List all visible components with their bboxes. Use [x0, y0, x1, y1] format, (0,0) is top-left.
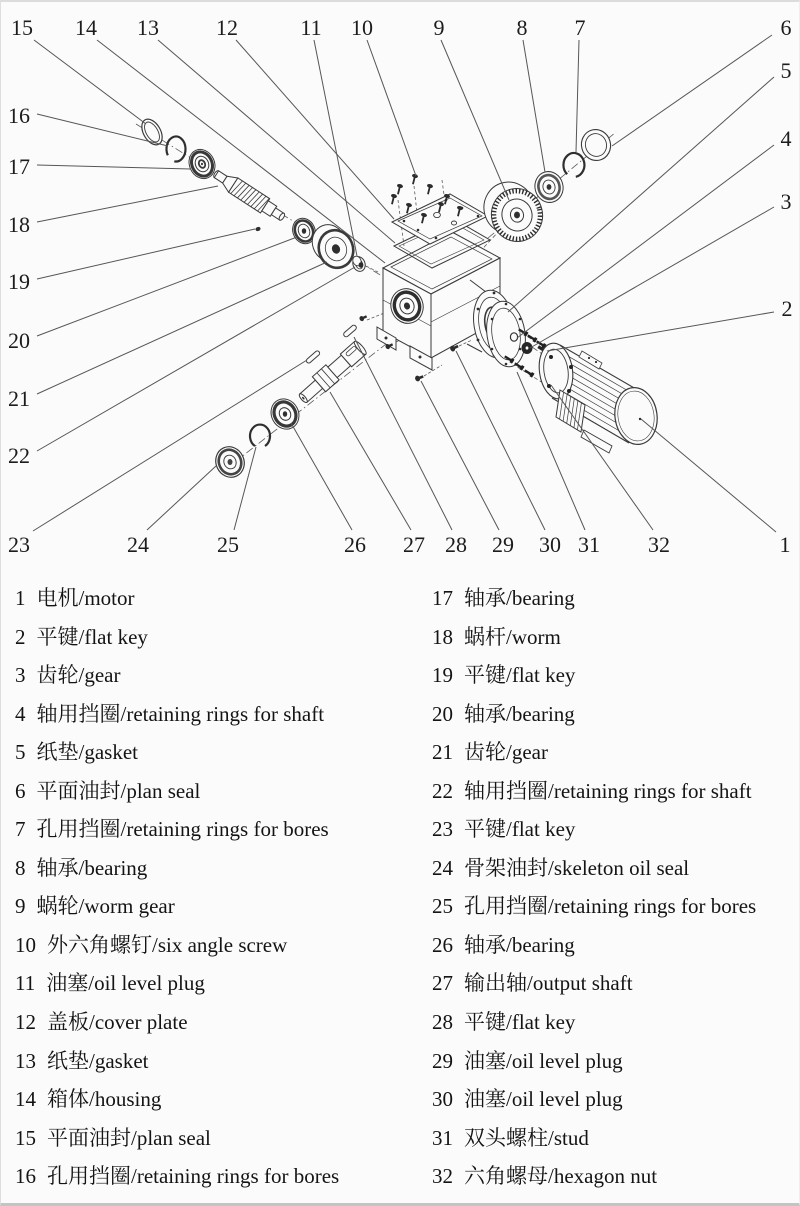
parts-list-item-3 [15, 656, 427, 695]
leader-line-20 [37, 237, 297, 336]
part-number: 3 [15, 663, 26, 688]
leader-line-6 [612, 35, 772, 146]
leader-line-30 [456, 351, 545, 530]
parts-list-item-16 [15, 1157, 427, 1196]
part-label: 箱体/housing [47, 1087, 162, 1112]
callout-11: 11 [300, 15, 322, 40]
parts-list-item-18 [432, 618, 798, 657]
leader-line-8 [523, 40, 545, 172]
part-label: 孔用挡圈/retaining rings for bores [464, 894, 757, 919]
part-label: 平键/flat key [464, 817, 576, 842]
part-label: 六角螺母/hexagon nut [464, 1164, 658, 1189]
callout-16: 16 [8, 103, 30, 128]
parts-list-item-29 [432, 1042, 798, 1081]
callout-7: 7 [574, 15, 586, 40]
parts-list-item-23 [432, 810, 798, 849]
parts-list-item-30 [432, 1080, 798, 1119]
callout-2: 2 [781, 296, 793, 321]
callout-18: 18 [8, 212, 30, 237]
part-output-shaft-27 [295, 339, 369, 408]
part-label: 油塞/oil level plug [46, 971, 205, 996]
callout-26: 26 [344, 532, 366, 557]
part-label: 轴承/bearing [464, 701, 575, 726]
callout-6: 6 [780, 15, 792, 40]
part-number: 27 [432, 971, 453, 996]
leader-line-24 [147, 466, 216, 530]
part-label: 纸垫/gasket [36, 740, 138, 765]
callout-13: 13 [137, 15, 159, 40]
part-number: 6 [15, 778, 26, 803]
part-number: 15 [15, 1125, 36, 1150]
leader-line-17 [37, 165, 191, 169]
callout-23: 23 [8, 532, 30, 557]
parts-list-item-2 [15, 618, 427, 657]
callout-29: 29 [492, 532, 514, 557]
part-label: 蜗杆/worm [464, 624, 561, 649]
parts-list-item-15 [15, 1119, 427, 1158]
callout-8: 8 [516, 15, 528, 40]
callout-31: 31 [578, 532, 600, 557]
callout-9: 9 [433, 15, 445, 40]
part-skeleton-oil-seal-24 [211, 442, 249, 482]
part-label: 平键/flat key [464, 1010, 576, 1035]
part-label: 轴承/bearing [464, 586, 575, 610]
part-number: 26 [432, 932, 453, 957]
parts-list-item-26 [432, 926, 798, 965]
part-label: 纸垫/gasket [47, 1048, 149, 1073]
part-number: 7 [15, 817, 26, 842]
leader-line-7 [576, 40, 579, 152]
callout-14: 14 [75, 15, 97, 40]
parts-list-item-6 [15, 772, 427, 811]
callout-28: 28 [445, 532, 467, 557]
part-number: 14 [15, 1087, 36, 1112]
part-label: 轴用挡圈/retaining rings for shaft [36, 701, 325, 726]
part-number: 24 [432, 855, 453, 880]
part-number: 4 [15, 701, 26, 726]
part-bearing-26 [266, 394, 304, 434]
callout-27: 27 [403, 532, 425, 557]
leader-line-14 [97, 40, 385, 263]
parts-list-item-10 [15, 926, 427, 965]
part-retaining-ring-7 [563, 153, 584, 177]
part-number: 8 [15, 855, 26, 880]
part-number: 16 [15, 1164, 36, 1189]
callout-21: 21 [8, 386, 30, 411]
parts-list-item-12 [15, 1003, 427, 1042]
callout-22: 22 [8, 443, 30, 468]
exploded-view-diagram [0, 0, 800, 572]
part-number: 18 [432, 624, 453, 649]
part-number: 5 [15, 740, 26, 765]
callout-10: 10 [351, 15, 373, 40]
parts-list-item-27 [432, 964, 798, 1003]
part-number: 13 [15, 1048, 36, 1073]
part-label: 轴承/bearing [464, 932, 575, 957]
part-number: 10 [15, 932, 36, 957]
callout-3: 3 [780, 189, 792, 214]
parts-list-item-13 [15, 1042, 427, 1081]
parts-list-item-19 [432, 656, 798, 695]
part-number: 17 [432, 586, 453, 610]
callout-1: 1 [779, 532, 791, 557]
parts-list-item-17 [432, 579, 798, 618]
parts-list-item-25 [432, 887, 798, 926]
parts-list-item-20 [432, 695, 798, 734]
leader-line-18 [37, 186, 218, 222]
leader-line-3 [530, 207, 774, 348]
part-label: 平键/flat key [464, 663, 576, 688]
callout-5: 5 [780, 58, 792, 83]
parts-list-item-4 [15, 695, 427, 734]
part-label: 孔用挡圈/retaining rings for bores [47, 1164, 340, 1189]
leader-line-29 [421, 381, 499, 530]
part-label: 电机/motor [36, 586, 135, 610]
callout-25: 25 [217, 532, 239, 557]
parts-list-item-5 [15, 733, 427, 772]
parts-list-item-32 [432, 1157, 798, 1196]
part-flat-key-19 [255, 226, 261, 232]
part-label: 轴承/bearing [36, 855, 148, 880]
parts-list-item-28 [432, 1003, 798, 1042]
part-worm-18 [210, 166, 288, 225]
parts-list-item-1 [15, 579, 427, 618]
part-number: 12 [15, 1010, 36, 1035]
part-number: 19 [432, 663, 453, 688]
leader-line-28 [354, 337, 452, 530]
parts-list-item-22 [432, 772, 798, 811]
leader-line-11 [314, 40, 357, 256]
part-number: 21 [432, 740, 453, 765]
leader-line-10 [367, 40, 416, 176]
leader-line-2 [547, 312, 774, 351]
part-label: 孔用挡圈/retaining rings for bores [36, 817, 329, 842]
part-label: 蜗轮/worm gear [36, 894, 175, 919]
part-number: 11 [15, 971, 36, 996]
parts-list-item-7 [15, 810, 427, 849]
part-number: 23 [432, 817, 453, 842]
callout-20: 20 [8, 328, 30, 353]
part-number: 28 [432, 1010, 453, 1035]
part-label: 双头螺柱/stud [464, 1125, 589, 1150]
part-number: 1 [15, 586, 26, 610]
part-label: 齿轮/gear [464, 740, 548, 765]
parts-list-item-14 [15, 1080, 427, 1119]
parts-list-column-right [432, 579, 798, 1196]
callout-15: 15 [11, 15, 33, 40]
callout-24: 24 [127, 532, 149, 557]
callout-17: 17 [8, 154, 30, 179]
callout-19: 19 [8, 269, 30, 294]
leader-line-27 [330, 392, 411, 530]
part-label: 外六角螺钉/six angle screw [47, 932, 288, 957]
leader-line-15 [34, 40, 146, 124]
parts-list-item-8 [15, 849, 427, 888]
part-label: 轴用挡圈/retaining rings for shaft [464, 778, 752, 803]
part-number: 20 [432, 701, 453, 726]
parts-list-item-9 [15, 887, 427, 926]
leader-line-9 [441, 40, 509, 200]
part-label: 油塞/oil level plug [464, 1087, 623, 1112]
part-cover-plate-12 [392, 194, 488, 244]
leader-line-26 [291, 423, 352, 530]
parts-list-item-24 [432, 849, 798, 888]
part-number: 9 [15, 894, 26, 919]
callout-4: 4 [780, 126, 792, 151]
part-number: 31 [432, 1125, 453, 1150]
part-number: 29 [432, 1048, 453, 1073]
part-label: 齿轮/gear [36, 663, 121, 688]
parts-list-item-21 [432, 733, 798, 772]
part-label: 平面油封/plan seal [36, 778, 201, 803]
part-flat-key-28 [343, 324, 358, 338]
part-label: 平键/flat key [36, 624, 148, 649]
part-label: 盖板/cover plate [47, 1010, 188, 1035]
parts-list-item-11 [15, 964, 427, 1003]
callout-30: 30 [539, 532, 561, 557]
part-number: 32 [432, 1164, 453, 1189]
leader-line-1 [641, 419, 776, 532]
parts-list-column-left [15, 579, 427, 1196]
leader-line-19 [37, 229, 255, 279]
part-motor-1 [536, 341, 661, 453]
part-label: 平面油封/plan seal [47, 1125, 211, 1150]
part-oil-plug-29 [414, 374, 424, 382]
part-number: 2 [15, 624, 26, 649]
part-number: 30 [432, 1087, 453, 1112]
part-flat-key-23 [305, 350, 320, 364]
part-label: 输出轴/output shaft [464, 971, 633, 996]
callout-12: 12 [216, 15, 238, 40]
part-number: 25 [432, 894, 453, 919]
part-label: 油塞/oil level plug [464, 1048, 623, 1073]
parts-list-item-31 [432, 1119, 798, 1158]
part-number: 22 [432, 778, 453, 803]
callout-32: 32 [648, 532, 670, 557]
part-label: 骨架油封/skeleton oil seal [464, 855, 690, 880]
